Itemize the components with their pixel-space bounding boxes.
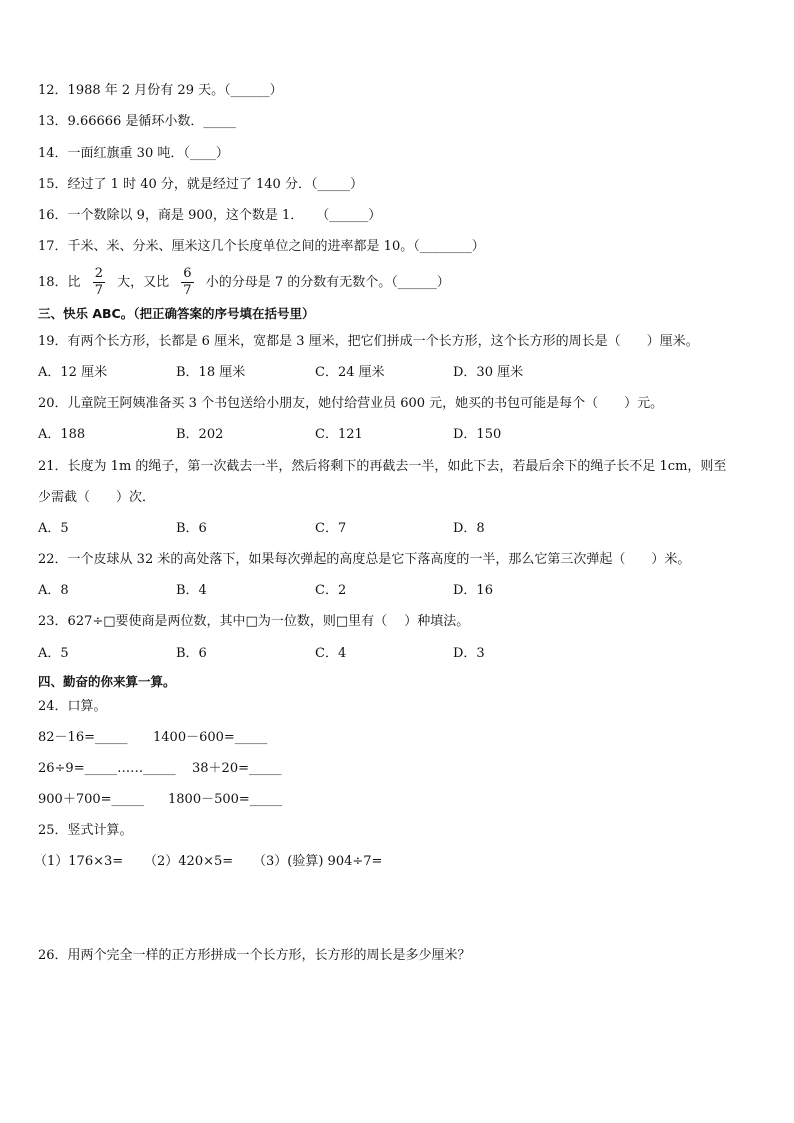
q22-option-a: A．8	[38, 583, 69, 598]
calc-row1-item1: 82－16=_____	[38, 730, 128, 745]
q19-option-d: D．30 厘米	[453, 365, 524, 380]
q19-option-b: B．18 厘米	[176, 365, 246, 380]
q21-option-c: C．7	[315, 521, 347, 536]
q21-option-a: A．5	[38, 521, 69, 536]
section-4-title: 四、勤奋的你来算一算。	[38, 674, 176, 689]
calc-row3-item1: 900＋700=_____	[38, 792, 145, 807]
fraction-two-sevenths	[93, 267, 105, 298]
q21-option-b: B．6	[176, 521, 207, 536]
calc-row1-item2: 1400－600=_____	[153, 730, 268, 745]
question-23: 23．627÷□要使商是两位数，其中□为一位数，则□里有（ ）种填法。	[38, 614, 470, 629]
vertical-calc-3: （3）(验算) 904÷7=	[253, 854, 383, 869]
calc-row3-item2: 1800－500=_____	[168, 792, 283, 807]
question-18-suffix: 小的分母是 7 的分数有无数个。（______）	[205, 275, 450, 290]
question-26: 26．用两个完全一样的正方形拼成一个长方形，长方形的周长是多少厘米？	[38, 948, 471, 963]
question-24-label: 24．口算。	[38, 699, 107, 714]
fraction-1-denominator: 7	[94, 283, 103, 298]
question-21-line-1: 21．长度为 1m 的绳子，第一次截去一半，然后将剩下的再截去一半，如此下去，若最后余下的绳子长不足 1cm，则至	[38, 459, 727, 474]
fraction-2-denominator: 7	[183, 283, 192, 298]
q19-option-c: C．24 厘米	[315, 365, 385, 380]
q22-option-c: C．2	[315, 583, 347, 598]
fraction-six-sevenths	[181, 267, 193, 298]
q23-option-a: A．5	[38, 646, 69, 661]
question-21-line-2: 少需截（ ）次．	[38, 490, 156, 505]
question-19: 19．有两个长方形，长都是 6 厘米，宽都是 3 厘米，把它们拼成一个长方形，这个长方形的周长是（ ）厘米。	[38, 334, 699, 349]
calc-row2-item1: 26÷9=_____……_____	[38, 761, 176, 776]
q23-option-b: B．6	[176, 646, 207, 661]
question-25-label: 25．竖式计算。	[38, 823, 133, 838]
q23-option-d: D．3	[453, 646, 485, 661]
q20-option-c: C．121	[315, 427, 363, 442]
q19-option-a: A．12 厘米	[38, 365, 108, 380]
question-13: 13．9.66666 是循环小数．_____	[38, 114, 236, 129]
question-20: 20．儿童院王阿姨准备买 3 个书包送给小朋友，她付给营业员 600 元，她买的书包可能是每个（ ）元。	[38, 396, 664, 411]
question-16: 16．一个数除以 9，商是 900，这个数是 1． （______）	[38, 208, 382, 223]
vertical-calc-2: （2）420×5=	[144, 854, 234, 869]
section-3-title: 三、快乐 ABC。（把正确答案的序号填在括号里）	[38, 306, 315, 321]
fraction-2-numerator: 6	[183, 266, 192, 281]
q22-option-b: B．4	[176, 583, 207, 598]
calc-row2-item2: 38＋20=_____	[192, 761, 282, 776]
question-18-middle: 大，又比	[117, 275, 170, 290]
q20-option-d: D．150	[453, 427, 502, 442]
q20-option-a: A．188	[38, 427, 86, 442]
question-14: 14．一面红旗重 30 吨．（____）	[38, 146, 229, 161]
question-12: 12．1988 年 2 月份有 29 天。（______）	[38, 83, 283, 98]
q20-option-b: B．202	[176, 427, 224, 442]
question-22: 22．一个皮球从 32 米的高处落下，如果每次弹起的高度总是它下落高度的一半，那么它第三次弹起（ ）米。	[38, 552, 691, 567]
q23-option-c: C．4	[315, 646, 347, 661]
question-17: 17．千米、米、分米、厘米这几个长度单位之间的进率都是 10。（________）	[38, 239, 485, 254]
question-18	[38, 266, 450, 300]
q21-option-d: D．8	[453, 521, 485, 536]
question-18-prefix: 18．比	[38, 275, 81, 290]
vertical-calc-1: （1）176×3=	[34, 854, 124, 869]
q22-option-d: D．16	[453, 583, 493, 598]
question-15: 15．经过了 1 时 40 分，就是经过了 140 分．（_____）	[38, 177, 363, 192]
fraction-1-numerator: 2	[94, 266, 103, 281]
